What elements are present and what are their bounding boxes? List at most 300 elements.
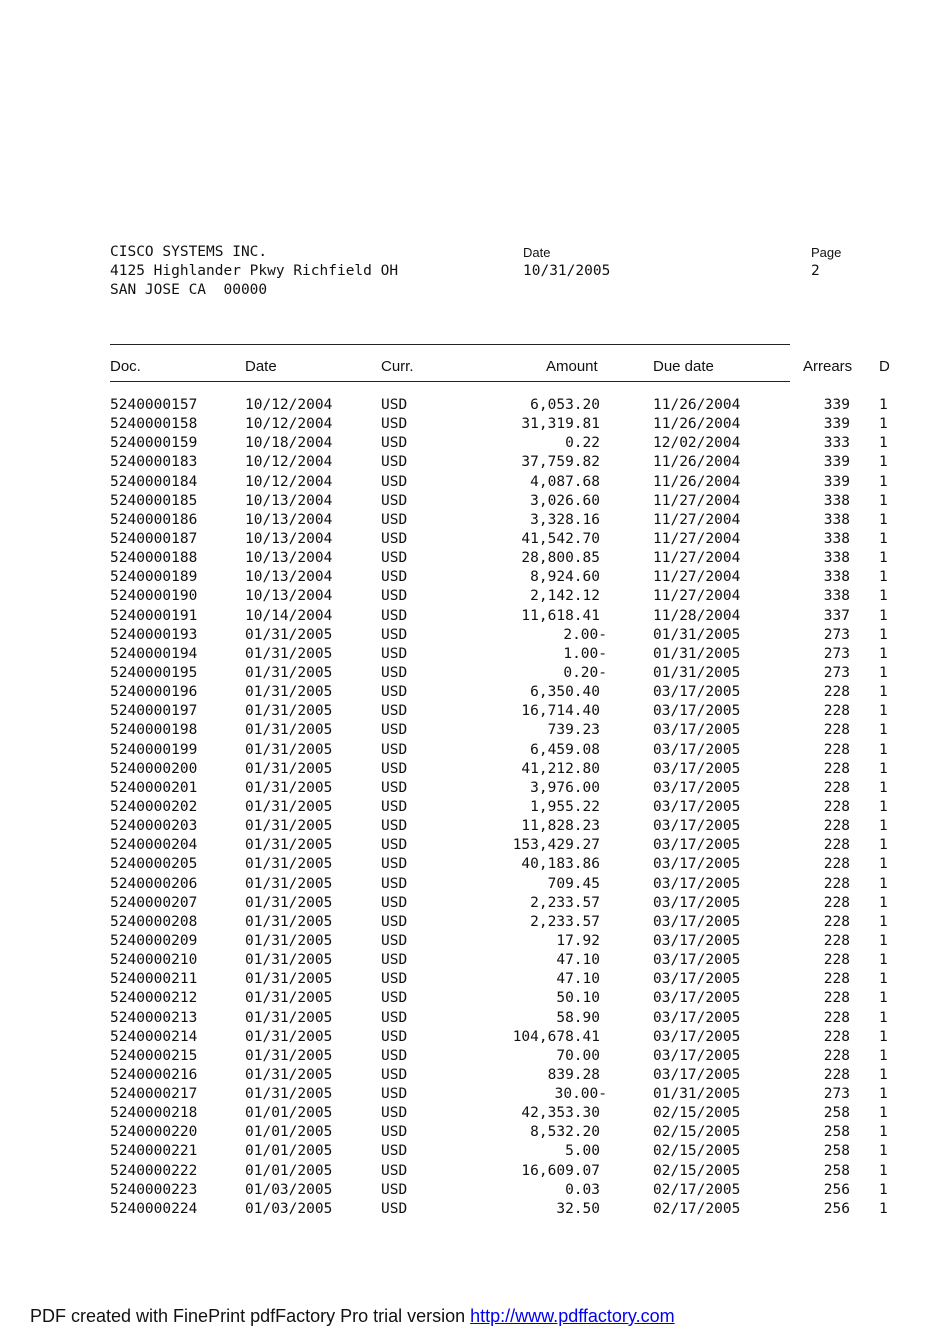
arrears: 228	[823, 779, 850, 796]
currency: USD	[381, 511, 408, 528]
column-header-d: D	[879, 358, 890, 375]
doc-number: 5240000208	[110, 913, 198, 930]
currency: USD	[381, 1047, 408, 1064]
d-value: 1	[879, 703, 888, 720]
due-date: 03/17/2005	[653, 798, 741, 815]
amount: 839.28	[547, 1066, 600, 1083]
table-row	[0, 1085, 950, 1104]
due-date: 03/17/2005	[653, 1066, 741, 1083]
due-date: 11/27/2004	[653, 550, 741, 567]
d-value: 1	[879, 1143, 888, 1160]
doc-number: 5240000205	[110, 856, 198, 873]
due-date: 11/27/2004	[653, 530, 741, 547]
d-value: 1	[879, 684, 888, 701]
amount: 2.00-	[563, 626, 607, 643]
d-value: 1	[879, 1105, 888, 1122]
doc-number: 5240000223	[110, 1181, 198, 1198]
currency: USD	[381, 645, 408, 662]
table-row	[0, 1200, 950, 1219]
column-header-amount: Amount	[546, 358, 598, 375]
currency: USD	[381, 1028, 408, 1045]
doc-number: 5240000197	[110, 703, 198, 720]
amount: 6,053.20	[530, 397, 600, 413]
header-divider	[110, 381, 790, 382]
arrears: 338	[823, 569, 850, 586]
currency: USD	[381, 626, 408, 643]
due-date: 11/27/2004	[653, 569, 741, 586]
due-date: 11/26/2004	[653, 473, 741, 490]
d-value: 1	[879, 952, 888, 969]
table-row	[0, 549, 950, 568]
currency: USD	[381, 703, 408, 720]
arrears: 228	[823, 894, 850, 911]
d-value: 1	[879, 607, 888, 624]
due-date: 02/15/2005	[653, 1162, 741, 1179]
currency: USD	[381, 741, 408, 758]
arrears: 228	[823, 1047, 850, 1064]
due-date: 03/17/2005	[653, 932, 741, 949]
d-value: 1	[879, 971, 888, 988]
doc-date: 01/31/2005	[245, 875, 333, 892]
due-date: 11/26/2004	[653, 454, 741, 471]
d-value: 1	[879, 569, 888, 586]
doc-date: 01/31/2005	[245, 722, 333, 739]
d-value: 1	[879, 1162, 888, 1179]
doc-date: 01/31/2005	[245, 626, 333, 643]
d-value: 1	[879, 856, 888, 873]
d-value: 1	[879, 1028, 888, 1045]
doc-number: 5240000214	[110, 1028, 198, 1045]
doc-number: 5240000213	[110, 1009, 198, 1026]
d-value: 1	[879, 990, 888, 1007]
d-value: 1	[879, 798, 888, 815]
table-row	[0, 473, 950, 492]
table-row	[0, 970, 950, 989]
table-row	[0, 530, 950, 549]
arrears: 228	[823, 1028, 850, 1045]
doc-number: 5240000215	[110, 1047, 198, 1064]
due-date: 02/15/2005	[653, 1143, 741, 1160]
doc-number: 5240000184	[110, 473, 198, 490]
due-date: 03/17/2005	[653, 1047, 741, 1064]
doc-number: 5240000196	[110, 684, 198, 701]
doc-number: 5240000224	[110, 1200, 198, 1217]
d-value: 1	[879, 1009, 888, 1026]
doc-number: 5240000222	[110, 1162, 198, 1179]
doc-date: 01/31/2005	[245, 684, 333, 701]
date-label: Date	[523, 245, 551, 260]
arrears: 256	[823, 1200, 850, 1217]
table-row	[0, 855, 950, 874]
doc-number: 5240000221	[110, 1143, 198, 1160]
amount: 2,233.57	[530, 894, 600, 911]
currency: USD	[381, 760, 408, 777]
doc-number: 5240000191	[110, 607, 198, 624]
d-value: 1	[879, 1086, 888, 1103]
table-row	[0, 568, 950, 587]
arrears: 228	[823, 856, 850, 873]
doc-number: 5240000187	[110, 530, 198, 547]
doc-number: 5240000157	[110, 397, 198, 413]
d-value: 1	[879, 894, 888, 911]
arrears: 228	[823, 1066, 850, 1083]
currency: USD	[381, 971, 408, 988]
currency: USD	[381, 990, 408, 1007]
amount: 30.00-	[554, 1086, 607, 1103]
arrears: 228	[823, 971, 850, 988]
doc-date: 01/31/2005	[245, 952, 333, 969]
d-value: 1	[879, 664, 888, 681]
arrears: 228	[823, 913, 850, 930]
doc-number: 5240000206	[110, 875, 198, 892]
due-date: 01/31/2005	[653, 626, 741, 643]
doc-date: 01/31/2005	[245, 703, 333, 720]
arrears: 228	[823, 837, 850, 854]
due-date: 03/17/2005	[653, 1028, 741, 1045]
arrears: 339	[823, 473, 850, 490]
currency: USD	[381, 588, 408, 605]
arrears: 228	[823, 952, 850, 969]
table-row	[0, 1047, 950, 1066]
arrears: 337	[823, 607, 850, 624]
currency: USD	[381, 1066, 408, 1083]
doc-date: 10/14/2004	[245, 607, 333, 624]
arrears: 228	[823, 818, 850, 835]
doc-date: 01/31/2005	[245, 1028, 333, 1045]
doc-date: 01/31/2005	[245, 645, 333, 662]
arrears: 228	[823, 932, 850, 949]
arrears: 228	[823, 703, 850, 720]
due-date: 11/27/2004	[653, 492, 741, 509]
currency: USD	[381, 550, 408, 567]
currency: USD	[381, 798, 408, 815]
arrears: 256	[823, 1181, 850, 1198]
doc-date: 01/31/2005	[245, 741, 333, 758]
arrears: 338	[823, 588, 850, 605]
d-value: 1	[879, 626, 888, 643]
doc-date: 01/31/2005	[245, 913, 333, 930]
currency: USD	[381, 530, 408, 547]
doc-date: 10/12/2004	[245, 397, 333, 413]
arrears: 273	[823, 664, 850, 681]
amount: 739.23	[547, 722, 600, 739]
d-value: 1	[879, 454, 888, 471]
amount: 31,319.81	[521, 416, 600, 433]
doc-number: 5240000189	[110, 569, 198, 586]
currency: USD	[381, 1086, 408, 1103]
currency: USD	[381, 607, 408, 624]
table-row	[0, 1142, 950, 1161]
doc-date: 01/31/2005	[245, 818, 333, 835]
amount: 37,759.82	[521, 454, 600, 471]
d-value: 1	[879, 875, 888, 892]
currency: USD	[381, 1105, 408, 1122]
due-date: 02/15/2005	[653, 1124, 741, 1141]
arrears: 339	[823, 416, 850, 433]
table-row	[0, 798, 950, 817]
d-value: 1	[879, 1066, 888, 1083]
amount: 1,955.22	[530, 798, 600, 815]
arrears: 228	[823, 1009, 850, 1026]
amount: 6,350.40	[530, 684, 600, 701]
line-items-table	[0, 396, 950, 1219]
arrears: 258	[823, 1124, 850, 1141]
pdffactory-link[interactable]: http://www.pdffactory.com	[470, 1306, 675, 1326]
doc-date: 10/13/2004	[245, 492, 333, 509]
amount: 153,429.27	[512, 837, 600, 854]
table-row	[0, 1123, 950, 1142]
d-value: 1	[879, 492, 888, 509]
due-date: 03/17/2005	[653, 875, 741, 892]
currency: USD	[381, 1124, 408, 1141]
currency: USD	[381, 684, 408, 701]
d-value: 1	[879, 913, 888, 930]
doc-date: 01/31/2005	[245, 856, 333, 873]
currency: USD	[381, 952, 408, 969]
d-value: 1	[879, 588, 888, 605]
d-value: 1	[879, 550, 888, 567]
currency: USD	[381, 779, 408, 796]
currency: USD	[381, 932, 408, 949]
date-value: 10/31/2005	[523, 263, 611, 279]
amount: 47.10	[556, 971, 600, 988]
doc-number: 5240000186	[110, 511, 198, 528]
amount: 1.00-	[563, 645, 607, 662]
table-row	[0, 894, 950, 913]
currency: USD	[381, 837, 408, 854]
doc-number: 5240000199	[110, 741, 198, 758]
doc-date: 01/31/2005	[245, 779, 333, 796]
arrears: 228	[823, 760, 850, 777]
doc-number: 5240000193	[110, 626, 198, 643]
doc-date: 01/31/2005	[245, 798, 333, 815]
due-date: 03/17/2005	[653, 684, 741, 701]
amount: 42,353.30	[521, 1105, 600, 1122]
d-value: 1	[879, 435, 888, 452]
amount: 2,142.12	[530, 588, 600, 605]
due-date: 02/17/2005	[653, 1200, 741, 1217]
due-date: 03/17/2005	[653, 741, 741, 758]
doc-number: 5240000200	[110, 760, 198, 777]
amount: 3,976.00	[530, 779, 600, 796]
arrears: 228	[823, 684, 850, 701]
doc-date: 01/31/2005	[245, 1086, 333, 1103]
d-value: 1	[879, 741, 888, 758]
currency: USD	[381, 1162, 408, 1179]
doc-number: 5240000203	[110, 818, 198, 835]
amount: 709.45	[547, 875, 600, 892]
doc-date: 01/31/2005	[245, 894, 333, 911]
amount: 41,212.80	[521, 760, 600, 777]
doc-number: 5240000220	[110, 1124, 198, 1141]
amount: 41,542.70	[521, 530, 600, 547]
table-row	[0, 511, 950, 530]
table-row	[0, 645, 950, 664]
doc-date: 10/13/2004	[245, 530, 333, 547]
due-date: 03/17/2005	[653, 971, 741, 988]
amount: 0.03	[565, 1181, 600, 1198]
table-row	[0, 626, 950, 645]
column-header-arrears: Arrears	[803, 358, 853, 375]
amount: 16,714.40	[521, 703, 600, 720]
page-label: Page	[811, 245, 842, 260]
amount: 11,618.41	[521, 607, 600, 624]
doc-date: 01/31/2005	[245, 932, 333, 949]
doc-date: 10/13/2004	[245, 550, 333, 567]
arrears: 228	[823, 798, 850, 815]
arrears: 273	[823, 1086, 850, 1103]
doc-date: 01/01/2005	[245, 1162, 333, 1179]
doc-number: 5240000201	[110, 779, 198, 796]
doc-number: 5240000198	[110, 722, 198, 739]
currency: USD	[381, 454, 408, 471]
column-header-due-date: Due date	[653, 358, 714, 375]
due-date: 03/17/2005	[653, 818, 741, 835]
arrears: 273	[823, 626, 850, 643]
due-date: 03/17/2005	[653, 894, 741, 911]
table-row	[0, 1104, 950, 1123]
table-row	[0, 607, 950, 626]
currency: USD	[381, 473, 408, 490]
amount: 11,828.23	[521, 818, 600, 835]
table-row	[0, 1028, 950, 1047]
doc-number: 5240000216	[110, 1066, 198, 1083]
d-value: 1	[879, 779, 888, 796]
arrears: 228	[823, 875, 850, 892]
amount: 70.00	[556, 1047, 600, 1064]
table-row	[0, 1162, 950, 1181]
arrears: 258	[823, 1162, 850, 1179]
arrears: 338	[823, 511, 850, 528]
amount: 2,233.57	[530, 913, 600, 930]
amount: 58.90	[556, 1009, 600, 1026]
table-row	[0, 396, 950, 415]
due-date: 11/28/2004	[653, 607, 741, 624]
doc-date: 10/13/2004	[245, 511, 333, 528]
due-date: 03/17/2005	[653, 722, 741, 739]
currency: USD	[381, 856, 408, 873]
due-date: 12/02/2004	[653, 435, 741, 452]
table-row	[0, 875, 950, 894]
arrears: 228	[823, 990, 850, 1007]
column-header-date: Date	[245, 358, 277, 375]
d-value: 1	[879, 416, 888, 433]
doc-number: 5240000158	[110, 416, 198, 433]
amount: 8,532.20	[530, 1124, 600, 1141]
due-date: 03/17/2005	[653, 856, 741, 873]
due-date: 03/17/2005	[653, 952, 741, 969]
table-row	[0, 683, 950, 702]
d-value: 1	[879, 818, 888, 835]
currency: USD	[381, 1009, 408, 1026]
doc-date: 01/31/2005	[245, 990, 333, 1007]
table-row	[0, 492, 950, 511]
d-value: 1	[879, 1200, 888, 1217]
currency: USD	[381, 894, 408, 911]
doc-number: 5240000202	[110, 798, 198, 815]
currency: USD	[381, 722, 408, 739]
due-date: 03/17/2005	[653, 760, 741, 777]
amount: 5.00	[565, 1143, 600, 1160]
due-date: 11/27/2004	[653, 511, 741, 528]
currency: USD	[381, 1181, 408, 1198]
amount: 50.10	[556, 990, 600, 1007]
arrears: 228	[823, 722, 850, 739]
doc-number: 5240000218	[110, 1105, 198, 1122]
currency: USD	[381, 492, 408, 509]
pdf-footer	[30, 1306, 675, 1327]
due-date: 03/17/2005	[653, 703, 741, 720]
amount: 0.20-	[563, 664, 607, 681]
doc-date: 01/01/2005	[245, 1143, 333, 1160]
doc-number: 5240000183	[110, 454, 198, 471]
d-value: 1	[879, 932, 888, 949]
table-row	[0, 721, 950, 740]
due-date: 11/26/2004	[653, 416, 741, 433]
arrears: 228	[823, 741, 850, 758]
currency: USD	[381, 416, 408, 433]
doc-date: 10/13/2004	[245, 588, 333, 605]
currency: USD	[381, 818, 408, 835]
doc-number: 5240000217	[110, 1086, 198, 1103]
doc-date: 10/12/2004	[245, 416, 333, 433]
due-date: 03/17/2005	[653, 1009, 741, 1026]
currency: USD	[381, 913, 408, 930]
amount: 4,087.68	[530, 473, 600, 490]
doc-number: 5240000195	[110, 664, 198, 681]
table-row	[0, 932, 950, 951]
doc-number: 5240000204	[110, 837, 198, 854]
table-row	[0, 951, 950, 970]
d-value: 1	[879, 722, 888, 739]
arrears: 339	[823, 397, 850, 413]
table-row	[0, 1066, 950, 1085]
doc-number: 5240000159	[110, 435, 198, 452]
arrears: 338	[823, 530, 850, 547]
d-value: 1	[879, 645, 888, 662]
arrears: 339	[823, 454, 850, 471]
doc-date: 01/31/2005	[245, 1047, 333, 1064]
due-date: 01/31/2005	[653, 664, 741, 681]
d-value: 1	[879, 530, 888, 547]
table-row	[0, 817, 950, 836]
doc-number: 5240000207	[110, 894, 198, 911]
doc-number: 5240000212	[110, 990, 198, 1007]
arrears: 258	[823, 1105, 850, 1122]
currency: USD	[381, 875, 408, 892]
due-date: 02/17/2005	[653, 1181, 741, 1198]
due-date: 02/15/2005	[653, 1105, 741, 1122]
d-value: 1	[879, 511, 888, 528]
column-header-currency: Curr.	[381, 358, 414, 375]
doc-date: 01/01/2005	[245, 1124, 333, 1141]
arrears: 258	[823, 1143, 850, 1160]
due-date: 03/17/2005	[653, 779, 741, 796]
arrears: 338	[823, 492, 850, 509]
amount: 6,459.08	[530, 741, 600, 758]
table-row	[0, 453, 950, 472]
currency: USD	[381, 1143, 408, 1160]
amount: 104,678.41	[512, 1028, 600, 1045]
table-row	[0, 434, 950, 453]
column-header-doc: Doc.	[110, 358, 141, 375]
amount: 40,183.86	[521, 856, 600, 873]
table-row	[0, 702, 950, 721]
d-value: 1	[879, 760, 888, 777]
arrears: 333	[823, 435, 850, 452]
currency: USD	[381, 435, 408, 452]
table-row	[0, 913, 950, 932]
